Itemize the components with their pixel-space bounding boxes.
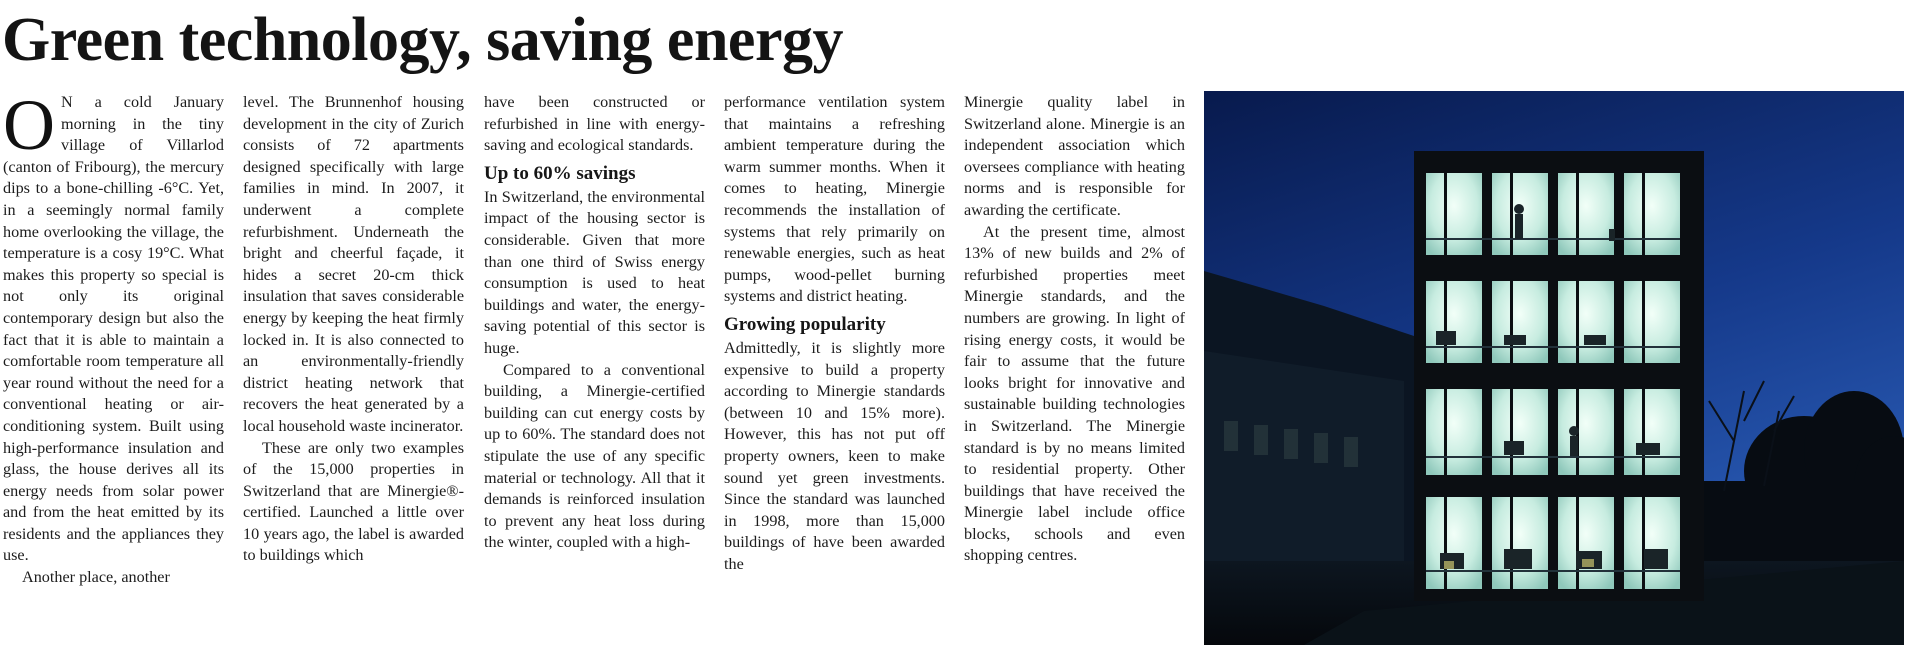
article-column-1 xyxy=(3,85,224,589)
article-column-3 xyxy=(484,92,705,554)
paragraph: performance ventilation system that maintains a refreshing ambient temperature during the warm summer months. When it comes to heating, Minergie recommends the installation of systems that rely primarily on renewable energies, such as heat pumps, wood-pellet burning systems and district heating. xyxy=(724,93,945,306)
subheading-savings: Up to 60% savings xyxy=(484,162,636,184)
paragraph: level. The Brunnenhof housing development in the city of Zurich consists of 72 apartments designed specifically with large families in mind. In 2007, it underwent a complete refurbishment. Underneath the bright and cheerful façade, it hides a secret 20-cm thick insulation that saves considerable energy by keeping the heat firmly locked in. It is also connected to an environmentally-friendly district heating network that recovers the heat generated by a local household waste incinerator. xyxy=(243,93,464,435)
article-column-2 xyxy=(243,92,464,567)
building-photo xyxy=(1204,91,1904,645)
paragraph: In Switzerland, the environmental impact of the housing sector is considerable. Given that more than one third of Swiss energy consumption is used to heat buildings and water, the energy-saving potential of this sector is huge. xyxy=(484,187,705,357)
paragraph: At the present time, almost 13% of new builds and 2% of refurbished properties meet Minergie standards, and the numbers are growing. In light of rising energy costs, it would be fair to assume that the future looks bright for innovative and sustainable building technologies in Switzerland. The Minergie standard is by no means limited to residential property. Other buildings that have received the Minergie label include office blocks, schools and even shopping centres. xyxy=(964,222,1185,565)
article-column-5 xyxy=(964,92,1185,567)
paragraph-text: N a cold January morning in the tiny village of Villarlod (canton of Fribourg), the mercury dips to a bone-chilling -6°C. Yet, in a seemingly normal family home overlooking the village, the temperature is a cosy 19°C. What makes this property so special is not only its original contemporary design but also the fact that it is able to maintain a comfortable room temperature all year round without the need for a conventional heating or air-conditioning system. Built using high-performance insulation and glass, the house derives all its energy needs from solar power and from the heat emitted by its residents and the appliances they use. xyxy=(3,93,224,565)
paragraph: Admittedly, it is slightly more expensive to build a property according to Minergie standards (between 10 and 15% more). However, this has not put off property owners, keen to make sound yet green investments. Since the standard was launched in 1998, more than 15,000 buildings of have been awarded the xyxy=(724,338,945,573)
paragraph: Compared to a conventional building, a Minergie-certified building can cut energy costs by up to 60%. The standard does not stipulate the use of any specific material or technology. All that it demands is reinforced insulation to prevent any heat loss during the winter, coupled with a high- xyxy=(484,360,705,552)
headline: Green technology, saving energy xyxy=(2,6,843,74)
paragraph: These are only two examples of the 15,000 properties in Switzerland that are Minergie®-certified. Launched a little over 10 years ago, the label is awarded to buildings which xyxy=(243,438,464,565)
night-building-image xyxy=(1204,91,1904,645)
paragraph: Another place, another xyxy=(22,568,170,587)
paragraph xyxy=(3,85,224,567)
drop-cap: O xyxy=(3,85,55,165)
article-column-4 xyxy=(724,92,945,575)
subheading-popularity: Growing popularity xyxy=(724,313,886,335)
paragraph: have been constructed or refurbished in line with energy-saving and ecological standards. xyxy=(484,93,705,155)
paragraph: Minergie quality label in Switzerland alone. Minergie is an independent association which oversees compliance with heating norms and is responsible for awarding the certificate. xyxy=(964,93,1185,219)
